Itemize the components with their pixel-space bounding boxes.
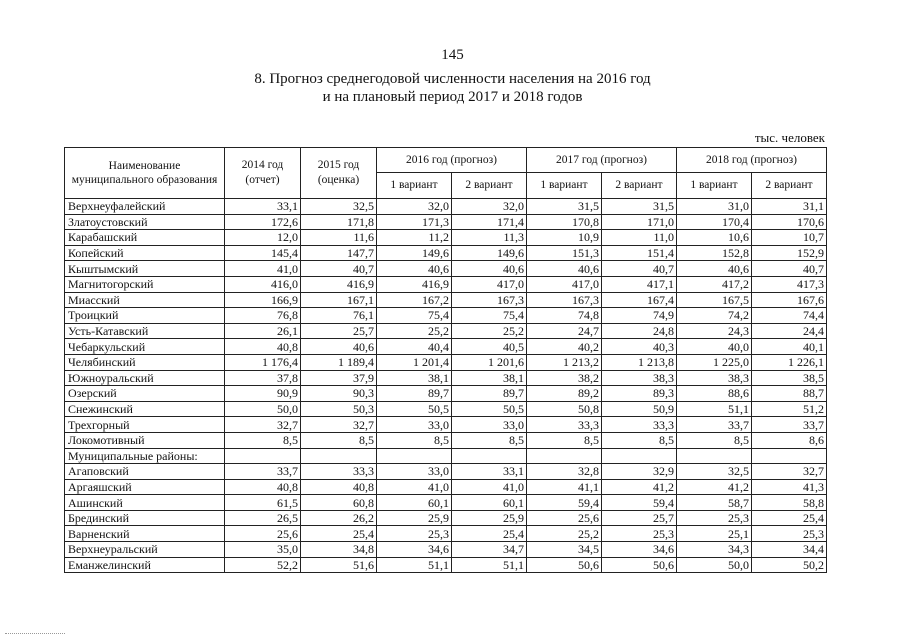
- value-cell: 40,1: [752, 339, 827, 355]
- value-cell: 40,8: [225, 339, 301, 355]
- value-cell: 166,9: [225, 292, 301, 308]
- title-line-2: и на плановый период 2017 и 2018 годов: [322, 89, 583, 105]
- value-cell: 170,6: [752, 214, 827, 230]
- value-cell: 25,3: [752, 526, 827, 542]
- value-cell: 32,9: [602, 464, 677, 480]
- municipality-name: Усть-Катавский: [65, 323, 225, 339]
- value-cell: 59,4: [602, 495, 677, 511]
- value-cell: 37,9: [301, 370, 377, 386]
- table-row: [65, 339, 827, 355]
- value-cell: 8,6: [752, 432, 827, 448]
- value-cell: 41,3: [752, 479, 827, 495]
- value-cell: [377, 448, 452, 464]
- table-row: [65, 448, 827, 464]
- value-cell: 74,4: [752, 308, 827, 324]
- value-cell: 170,4: [677, 214, 752, 230]
- value-cell: 50,5: [377, 401, 452, 417]
- table-row: [65, 510, 827, 526]
- value-cell: 31,5: [602, 199, 677, 215]
- table-row: [65, 230, 827, 246]
- value-cell: 151,3: [527, 245, 602, 261]
- value-cell: 40,3: [602, 339, 677, 355]
- value-cell: 8,5: [301, 432, 377, 448]
- value-cell: 8,5: [225, 432, 301, 448]
- municipality-name: Брединский: [65, 510, 225, 526]
- value-cell: 1 189,4: [301, 354, 377, 370]
- value-cell: 38,3: [602, 370, 677, 386]
- value-cell: 1 225,0: [677, 354, 752, 370]
- value-cell: 167,4: [602, 292, 677, 308]
- value-cell: 34,3: [677, 542, 752, 558]
- table-title: [0, 70, 905, 106]
- value-cell: 38,5: [752, 370, 827, 386]
- municipality-name: Троицкий: [65, 308, 225, 324]
- header-2018-variant-2: 2 вариант: [752, 173, 827, 199]
- table-row: [65, 401, 827, 417]
- value-cell: 8,5: [602, 432, 677, 448]
- table-row: [65, 479, 827, 495]
- value-cell: [527, 448, 602, 464]
- value-cell: [452, 448, 527, 464]
- value-cell: 74,2: [677, 308, 752, 324]
- value-cell: 171,0: [602, 214, 677, 230]
- value-cell: 24,7: [527, 323, 602, 339]
- value-cell: 60,1: [452, 495, 527, 511]
- value-cell: 51,1: [452, 557, 527, 573]
- value-cell: 416,9: [377, 276, 452, 292]
- value-cell: 50,0: [225, 401, 301, 417]
- value-cell: 1 213,8: [602, 354, 677, 370]
- value-cell: 33,0: [452, 417, 527, 433]
- value-cell: 25,7: [301, 323, 377, 339]
- header-2016-variant-2: 2 вариант: [452, 173, 527, 199]
- value-cell: 172,6: [225, 214, 301, 230]
- value-cell: 11,6: [301, 230, 377, 246]
- value-cell: 38,2: [527, 370, 602, 386]
- value-cell: 25,1: [677, 526, 752, 542]
- value-cell: 52,2: [225, 557, 301, 573]
- value-cell: 41,0: [225, 261, 301, 277]
- value-cell: 149,6: [377, 245, 452, 261]
- municipality-name: Златоустовский: [65, 214, 225, 230]
- table-row: [65, 386, 827, 402]
- municipality-name: Верхнеуральский: [65, 542, 225, 558]
- value-cell: 32,0: [377, 199, 452, 215]
- value-cell: 40,8: [301, 479, 377, 495]
- value-cell: 33,1: [225, 199, 301, 215]
- value-cell: 40,8: [225, 479, 301, 495]
- value-cell: 31,5: [527, 199, 602, 215]
- value-cell: 58,7: [677, 495, 752, 511]
- value-cell: 33,7: [225, 464, 301, 480]
- value-cell: 32,7: [301, 417, 377, 433]
- value-cell: 61,5: [225, 495, 301, 511]
- header-2017-variant-1: 1 вариант: [527, 173, 602, 199]
- value-cell: 50,0: [677, 557, 752, 573]
- value-cell: 38,1: [377, 370, 452, 386]
- table-row: [65, 261, 827, 277]
- value-cell: 171,8: [301, 214, 377, 230]
- value-cell: 75,4: [452, 308, 527, 324]
- value-cell: 171,3: [377, 214, 452, 230]
- value-cell: 51,1: [377, 557, 452, 573]
- value-cell: 31,1: [752, 199, 827, 215]
- value-cell: 50,6: [602, 557, 677, 573]
- municipality-name: Аргаяшский: [65, 479, 225, 495]
- header-2018: 2018 год (прогноз): [677, 148, 827, 173]
- value-cell: 152,9: [752, 245, 827, 261]
- value-cell: 32,0: [452, 199, 527, 215]
- value-cell: 34,4: [752, 542, 827, 558]
- municipality-name: Еманжелинский: [65, 557, 225, 573]
- value-cell: 34,6: [602, 542, 677, 558]
- value-cell: 40,6: [377, 261, 452, 277]
- value-cell: 167,3: [527, 292, 602, 308]
- value-cell: 34,8: [301, 542, 377, 558]
- municipality-name: Кыштымский: [65, 261, 225, 277]
- value-cell: 25,2: [452, 323, 527, 339]
- value-cell: 90,3: [301, 386, 377, 402]
- value-cell: 167,1: [301, 292, 377, 308]
- value-cell: 60,1: [377, 495, 452, 511]
- value-cell: 50,2: [752, 557, 827, 573]
- value-cell: 50,9: [602, 401, 677, 417]
- value-cell: 33,0: [377, 464, 452, 480]
- value-cell: 149,6: [452, 245, 527, 261]
- municipality-name: Чебаркульский: [65, 339, 225, 355]
- value-cell: 25,9: [452, 510, 527, 526]
- value-cell: 89,3: [602, 386, 677, 402]
- value-cell: [677, 448, 752, 464]
- value-cell: 89,2: [527, 386, 602, 402]
- population-table: [64, 147, 827, 573]
- value-cell: 50,8: [527, 401, 602, 417]
- table-row: [65, 354, 827, 370]
- municipality-name: Карабашский: [65, 230, 225, 246]
- municipality-name: Копейский: [65, 245, 225, 261]
- value-cell: 171,4: [452, 214, 527, 230]
- header-name: Наименование муниципального образования: [65, 148, 225, 199]
- value-cell: 51,1: [677, 401, 752, 417]
- table-row: [65, 432, 827, 448]
- table-row: [65, 308, 827, 324]
- municipality-name: Трехгорный: [65, 417, 225, 433]
- table-body: [65, 199, 827, 573]
- value-cell: 416,9: [301, 276, 377, 292]
- value-cell: 26,2: [301, 510, 377, 526]
- value-cell: 8,5: [452, 432, 527, 448]
- value-cell: [301, 448, 377, 464]
- value-cell: 24,8: [602, 323, 677, 339]
- header-2016-variant-1: 1 вариант: [377, 173, 452, 199]
- value-cell: 51,6: [301, 557, 377, 573]
- municipality-name: Ашинский: [65, 495, 225, 511]
- value-cell: 76,8: [225, 308, 301, 324]
- value-cell: 11,3: [452, 230, 527, 246]
- value-cell: 8,5: [377, 432, 452, 448]
- value-cell: 1 176,4: [225, 354, 301, 370]
- value-cell: 147,7: [301, 245, 377, 261]
- title-line-1: 8. Прогноз среднегодовой численности населения на 2016 год: [254, 71, 651, 87]
- municipality-name: Снежинский: [65, 401, 225, 417]
- value-cell: 38,1: [452, 370, 527, 386]
- value-cell: 38,3: [677, 370, 752, 386]
- value-cell: 74,9: [602, 308, 677, 324]
- value-cell: 40,2: [527, 339, 602, 355]
- value-cell: 51,2: [752, 401, 827, 417]
- table-row: [65, 557, 827, 573]
- value-cell: 40,5: [452, 339, 527, 355]
- value-cell: 88,7: [752, 386, 827, 402]
- table-row: [65, 542, 827, 558]
- value-cell: 33,1: [452, 464, 527, 480]
- value-cell: 34,6: [377, 542, 452, 558]
- value-cell: 170,8: [527, 214, 602, 230]
- value-cell: 40,6: [527, 261, 602, 277]
- value-cell: 41,2: [602, 479, 677, 495]
- municipality-name: Южноуральский: [65, 370, 225, 386]
- value-cell: 416,0: [225, 276, 301, 292]
- value-cell: 25,7: [602, 510, 677, 526]
- value-cell: 417,2: [677, 276, 752, 292]
- units-label: тыс. человек: [754, 130, 825, 145]
- value-cell: 35,0: [225, 542, 301, 558]
- value-cell: 40,6: [677, 261, 752, 277]
- value-cell: 32,5: [301, 199, 377, 215]
- value-cell: 25,4: [752, 510, 827, 526]
- header-2017: 2017 год (прогноз): [527, 148, 677, 173]
- value-cell: 41,2: [677, 479, 752, 495]
- value-cell: 59,4: [527, 495, 602, 511]
- footer-mark: [5, 633, 65, 634]
- value-cell: 41,1: [527, 479, 602, 495]
- municipality-name: Верхнеуфалейский: [65, 199, 225, 215]
- table-row: [65, 417, 827, 433]
- value-cell: 58,8: [752, 495, 827, 511]
- value-cell: 417,0: [452, 276, 527, 292]
- value-cell: 417,0: [527, 276, 602, 292]
- value-cell: 31,0: [677, 199, 752, 215]
- value-cell: 40,7: [602, 261, 677, 277]
- value-cell: 152,8: [677, 245, 752, 261]
- value-cell: 11,0: [602, 230, 677, 246]
- header-2018-variant-1: 1 вариант: [677, 173, 752, 199]
- value-cell: 34,5: [527, 542, 602, 558]
- value-cell: 76,1: [301, 308, 377, 324]
- table-row: [65, 245, 827, 261]
- table-row: [65, 214, 827, 230]
- value-cell: 88,6: [677, 386, 752, 402]
- value-cell: 26,5: [225, 510, 301, 526]
- header-2015: 2015 год (оценка): [301, 148, 377, 199]
- municipality-name: Варненский: [65, 526, 225, 542]
- page-number: 145: [441, 47, 464, 63]
- value-cell: [602, 448, 677, 464]
- value-cell: 10,7: [752, 230, 827, 246]
- value-cell: 25,3: [677, 510, 752, 526]
- table-row: [65, 526, 827, 542]
- table-row: [65, 370, 827, 386]
- value-cell: 40,7: [301, 261, 377, 277]
- value-cell: 33,7: [752, 417, 827, 433]
- value-cell: 25,4: [301, 526, 377, 542]
- value-cell: 40,6: [452, 261, 527, 277]
- header-2014: 2014 год (отчет): [225, 148, 301, 199]
- value-cell: 50,6: [527, 557, 602, 573]
- value-cell: 167,5: [677, 292, 752, 308]
- table-row: [65, 323, 827, 339]
- value-cell: 41,0: [452, 479, 527, 495]
- value-cell: 1 201,4: [377, 354, 452, 370]
- value-cell: 40,6: [301, 339, 377, 355]
- value-cell: 37,8: [225, 370, 301, 386]
- header-2017-variant-2: 2 вариант: [602, 173, 677, 199]
- value-cell: 40,7: [752, 261, 827, 277]
- value-cell: 25,4: [452, 526, 527, 542]
- table-row: [65, 464, 827, 480]
- value-cell: 25,2: [527, 526, 602, 542]
- value-cell: 10,9: [527, 230, 602, 246]
- value-cell: 34,7: [452, 542, 527, 558]
- value-cell: 25,2: [377, 323, 452, 339]
- value-cell: 11,2: [377, 230, 452, 246]
- value-cell: 1 213,2: [527, 354, 602, 370]
- value-cell: 26,1: [225, 323, 301, 339]
- value-cell: 25,3: [602, 526, 677, 542]
- value-cell: 25,6: [225, 526, 301, 542]
- value-cell: 33,7: [677, 417, 752, 433]
- table-row: [65, 292, 827, 308]
- value-cell: 41,0: [377, 479, 452, 495]
- table-row: [65, 199, 827, 215]
- value-cell: 33,0: [377, 417, 452, 433]
- header-2016: 2016 год (прогноз): [377, 148, 527, 173]
- value-cell: 33,3: [301, 464, 377, 480]
- value-cell: 75,4: [377, 308, 452, 324]
- value-cell: 32,8: [527, 464, 602, 480]
- value-cell: 167,2: [377, 292, 452, 308]
- value-cell: 50,3: [301, 401, 377, 417]
- municipality-name: Агаповский: [65, 464, 225, 480]
- value-cell: [752, 448, 827, 464]
- value-cell: 8,5: [677, 432, 752, 448]
- value-cell: 74,8: [527, 308, 602, 324]
- municipality-name: Челябинский: [65, 354, 225, 370]
- value-cell: 1 201,6: [452, 354, 527, 370]
- value-cell: 12,0: [225, 230, 301, 246]
- table-row: [65, 495, 827, 511]
- value-cell: [225, 448, 301, 464]
- value-cell: 24,3: [677, 323, 752, 339]
- value-cell: 145,4: [225, 245, 301, 261]
- value-cell: 167,3: [452, 292, 527, 308]
- value-cell: 40,0: [677, 339, 752, 355]
- value-cell: 25,9: [377, 510, 452, 526]
- value-cell: 89,7: [377, 386, 452, 402]
- value-cell: 8,5: [527, 432, 602, 448]
- municipality-name: Магнитогорский: [65, 276, 225, 292]
- value-cell: 90,9: [225, 386, 301, 402]
- value-cell: 33,3: [527, 417, 602, 433]
- value-cell: 151,4: [602, 245, 677, 261]
- value-cell: 25,6: [527, 510, 602, 526]
- value-cell: 10,6: [677, 230, 752, 246]
- table-row: [65, 276, 827, 292]
- municipality-name: Муниципальные районы:: [65, 448, 225, 464]
- value-cell: 32,7: [752, 464, 827, 480]
- municipality-name: Миасский: [65, 292, 225, 308]
- value-cell: 40,4: [377, 339, 452, 355]
- municipality-name: Локомотивный: [65, 432, 225, 448]
- value-cell: 417,3: [752, 276, 827, 292]
- value-cell: 89,7: [452, 386, 527, 402]
- value-cell: 24,4: [752, 323, 827, 339]
- value-cell: 25,3: [377, 526, 452, 542]
- value-cell: 32,5: [677, 464, 752, 480]
- value-cell: 167,6: [752, 292, 827, 308]
- value-cell: 417,1: [602, 276, 677, 292]
- value-cell: 33,3: [602, 417, 677, 433]
- value-cell: 50,5: [452, 401, 527, 417]
- header-row-1: [65, 148, 827, 173]
- value-cell: 32,7: [225, 417, 301, 433]
- municipality-name: Озерский: [65, 386, 225, 402]
- value-cell: 60,8: [301, 495, 377, 511]
- value-cell: 1 226,1: [752, 354, 827, 370]
